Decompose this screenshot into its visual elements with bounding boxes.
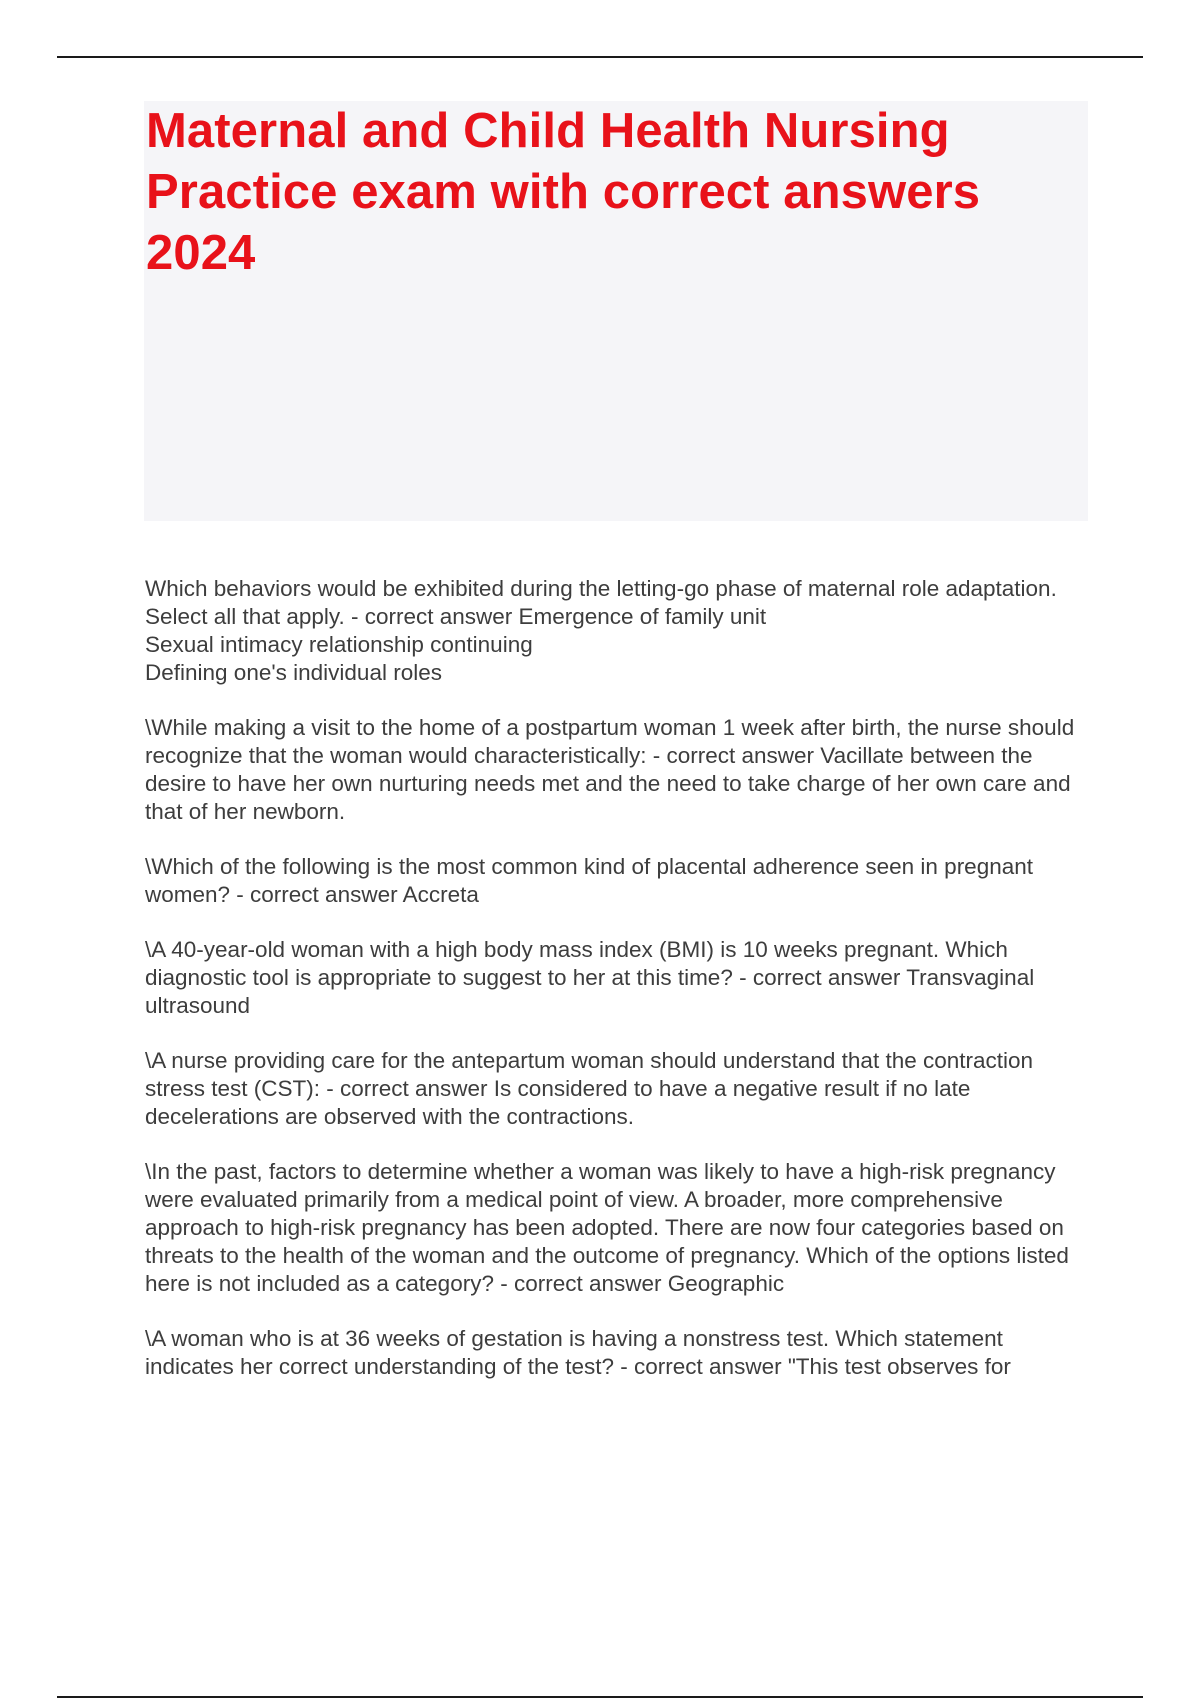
- document-title: Maternal and Child Health Nursing Practice exam with correct answers 2024: [146, 104, 981, 280]
- question-item-3: \Which of the following is the most common kind of placental adherence seen in pregnant women? - correct answer Accreta: [145, 854, 1034, 907]
- document-body: [145, 575, 1091, 1408]
- question-item-6: \In the past, factors to determine whether a woman was likely to have a high-risk pregnancy were evaluated primarily from a medical point of view. A broader, more comprehensive approach to high-risk pregnancy has been adopted. There are now four categories based on threats to the health of the woman and the outcome of pregnancy. Which of the options listed here is not included as a category? - correct answer Geographic: [145, 1159, 1069, 1296]
- bottom-rule: [57, 1696, 1143, 1698]
- title-block: [144, 101, 1088, 521]
- top-rule: [57, 56, 1143, 58]
- question-item-4: \A 40-year-old woman with a high body mass index (BMI) is 10 weeks pregnant. Which diagnostic tool is appropriate to suggest to her at this time? - correct answer Transvaginal ultrasound: [145, 937, 1035, 1018]
- question-item-2: \While making a visit to the home of a postpartum woman 1 week after birth, the nurse should recognize that the woman would characteristically: - correct answer Vacillate between the desire to have her own nurturing needs met and the need to take charge of her own care and that of her newborn.: [145, 715, 1075, 824]
- question-item-7: \A woman who is at 36 weeks of gestation is having a nonstress test. Which statement indicates her correct understanding of the test? - correct answer "This test observes for: [145, 1326, 1011, 1379]
- question-item-5: \A nurse providing care for the antepartum woman should understand that the contraction stress test (CST): - correct answer Is considered to have a negative result if no late decelerations are observed with the contractions.: [145, 1048, 1034, 1129]
- question-item-1: Which behaviors would be exhibited during the letting-go phase of maternal role adaptation. Select all that apply. - correct answer Emergence of family unit Sexual intimacy relationship continuing Defining one's individual roles: [145, 576, 1057, 685]
